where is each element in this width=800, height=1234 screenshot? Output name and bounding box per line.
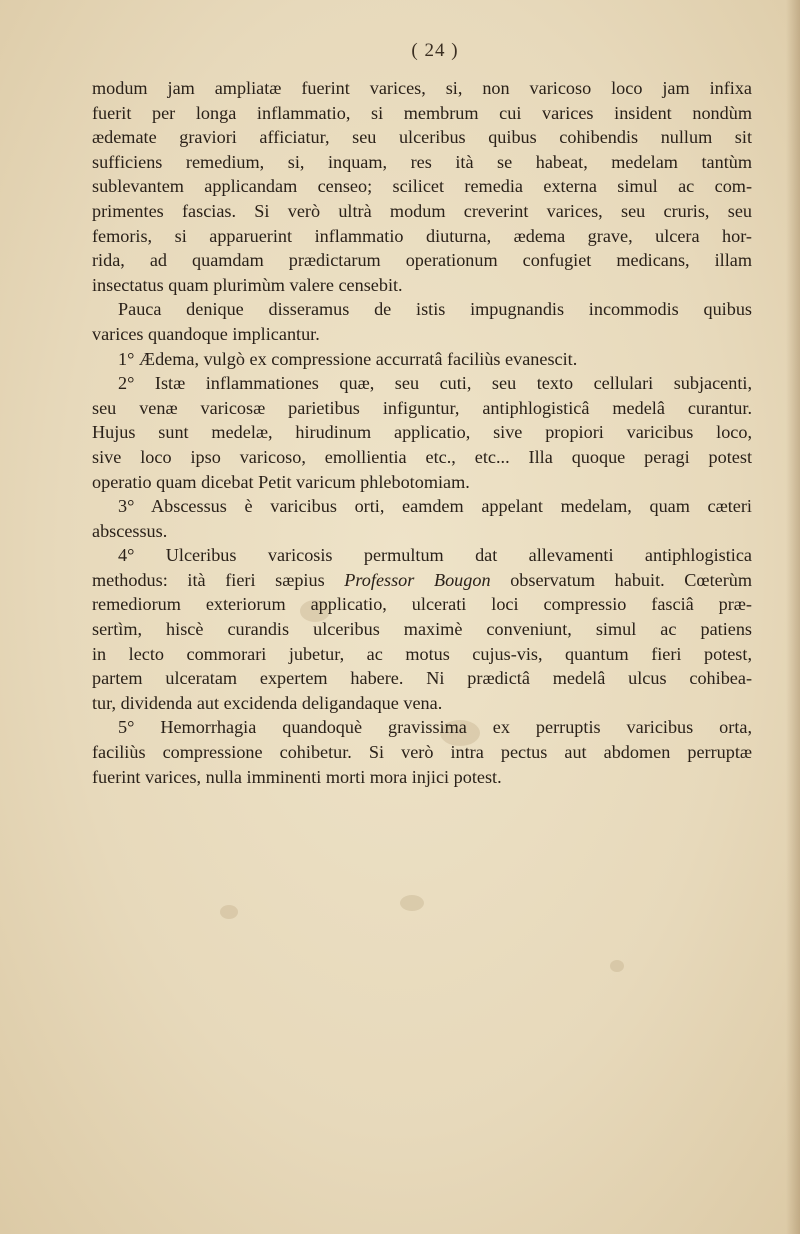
text-line: faciliùs compressione cohibetur. Si verò intra pectus aut abdomen perruptæ [92,742,752,763]
text-line: rida, ad quamdam prædictarum operationum confugiet medicans, illam [92,250,752,271]
text-line: partem ulceratam expertem habere. Ni prædictâ medelâ ulcus cohibea- [92,668,752,689]
foxing-spot [400,895,424,911]
text-line: varices quandoque implicantur. [92,323,320,344]
page-number: ( 24 ) [411,40,459,61]
text-line: abscessus. [92,520,168,541]
text-line: Pauca denique disseramus de istis impugnandis incommodis quibus [118,299,752,320]
text-line: 4° Ulceribus varicosis permultum dat allevamenti antiphlogistica [118,545,752,566]
text-line: 2° Istæ inflammationes quæ, seu cuti, seu texto cellulari subjacenti, [118,373,752,394]
text-line: tur, dividenda aut excidenda deligandaque vena. [92,692,443,713]
text-line: fuerint varices, nulla imminenti morti mora injici potest. [92,766,502,787]
text-line: seu venæ varicosæ parietibus infiguntur, antiphlogisticâ medelâ curantur. [92,397,752,418]
text-line: primentes fascias. Si verò ultrà modum creverint varices, seu cruris, seu [92,200,752,221]
page-edge-shadow [786,0,800,1234]
text-line: Hujus sunt medelæ, hirudinum applicatio, sive propiori varicibus loco, [92,422,752,443]
text-line: operatio quam dicebat Petit varicum phlebotomiam. [92,471,470,492]
text-line: 3° Abscessus è varicibus orti, eamdem appelant medelam, quam cæteri [118,496,752,517]
text-line: in lecto commorari jubetur, ac motus cujus-vis, quantum fieri potest, [92,643,752,664]
body-text [92,76,752,789]
text-line: 5° Hemorrhagia quandoquè gravissima ex perruptis varicibus orta, [118,717,752,738]
text-line: 1° Ædema, vulgò ex compressione accurratâ faciliùs evanescit. [118,348,578,369]
text-line: sublevantem applicandam censeo; scilicet remedia externa simul ac com- [92,176,752,197]
text-line: modum jam ampliatæ fuerint varices, si, non varicoso loco jam infixa [92,78,752,98]
text-line: remediorum exteriorum applicatio, ulcerati loci compressio fasciâ præ- [92,594,752,615]
text-line: methodus: ità fieri sæpius Professor Bougon observatum habuit. Cœterùm [92,569,752,590]
foxing-spot [610,960,624,972]
text-line: sertìm, hiscè curandis ulceribus maximè conveniunt, simul ac patiens [92,619,752,640]
text-line: ædemate graviori afficiatur, seu ulceribus quibus cohibendis nullum sit [92,127,752,148]
text-line: femoris, si apparuerint inflammatio diuturna, ædema grave, ulcera hor- [92,225,752,246]
text-line: fuerit per longa inflammatio, si membrum cui varices insident nondùm [92,102,752,123]
text-line: sive loco ipso varicoso, emollientia etc., etc... Illa quoque peragi potest [92,446,752,467]
text-line: insectatus quam plurimùm valere censebit. [92,274,403,295]
foxing-spot [220,905,238,919]
text-line: sufficiens remedium, si, inquam, res ità se habeat, medelam tantùm [92,151,752,172]
